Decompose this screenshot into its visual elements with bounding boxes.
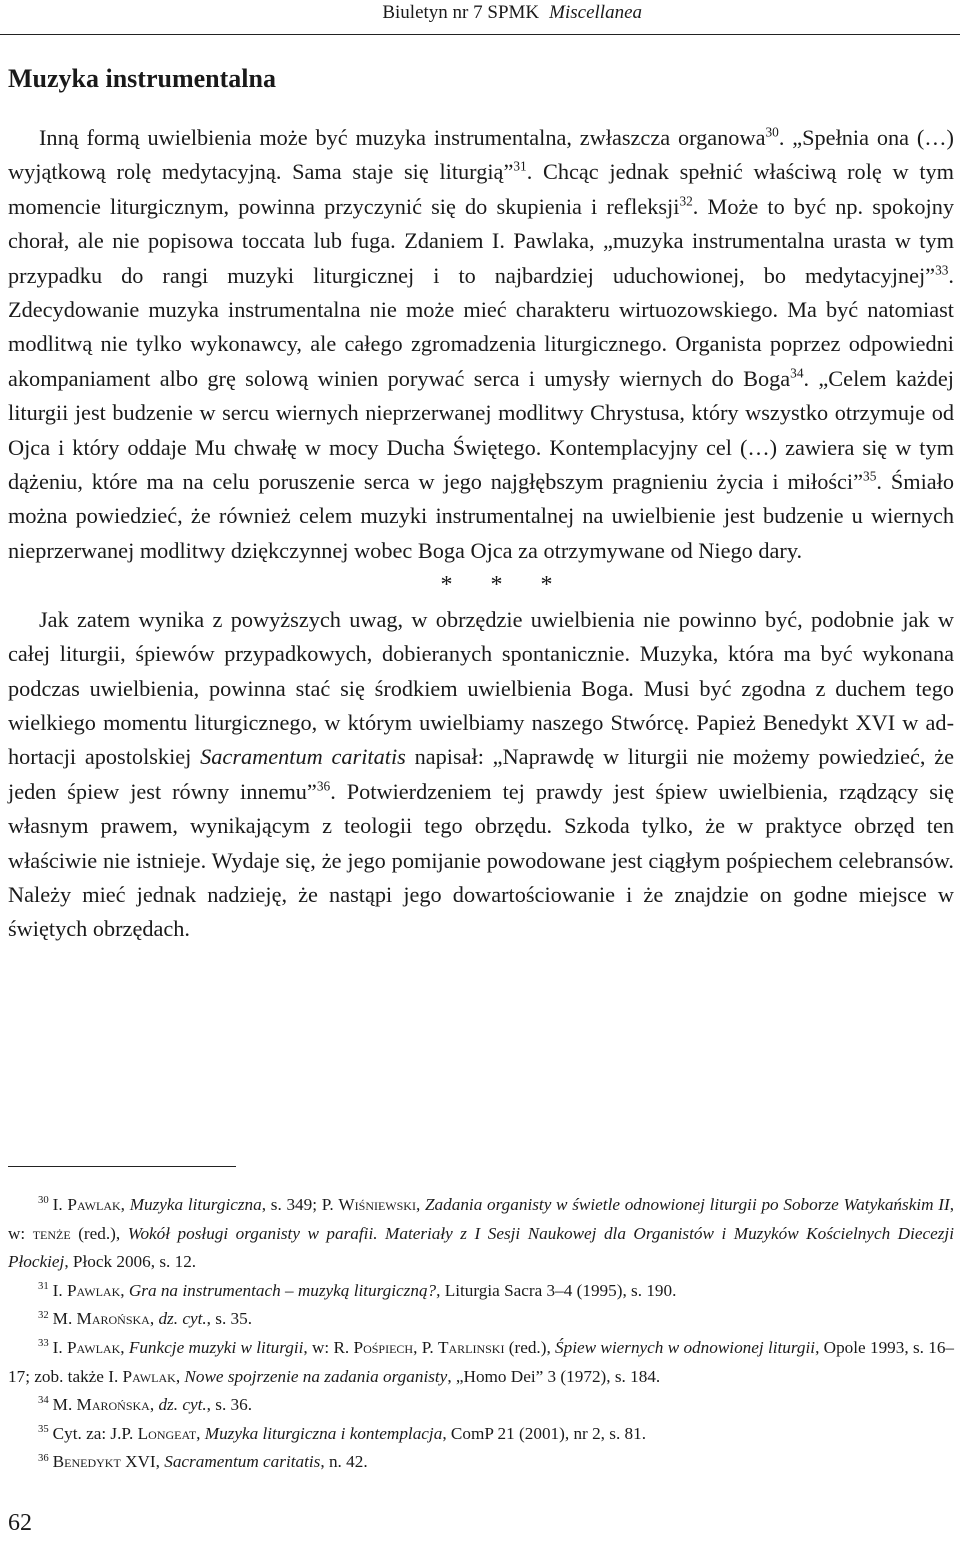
- author-name: Pawlak: [66, 1337, 121, 1357]
- section-title: Muzyka instrumentalna: [8, 64, 276, 93]
- footnote-number: 36: [38, 1452, 49, 1464]
- section-name: Miscellanea: [549, 2, 642, 23]
- footnote-italic-title: Sacramentum caritatis: [164, 1452, 321, 1472]
- footnote-33: [8, 1334, 954, 1391]
- footnote-italic-title: Muzyka liturgiczna i kontemplacja: [204, 1423, 443, 1443]
- footnote-35: [8, 1420, 954, 1449]
- footnote-text: ,: [175, 1366, 185, 1386]
- footnote-italic-title: Funkcje muzyki w liturgii: [128, 1337, 304, 1357]
- footnote-text: , w:: [8, 1195, 955, 1243]
- footnote-number: 32: [38, 1309, 49, 1321]
- footnote-text: ,: [120, 1337, 129, 1357]
- footnote-text: I.: [52, 1337, 67, 1357]
- text-run: napisał: „Naprawdę w liturgii nie możemy powiedzieć, że jeden śpiew jest równy innemu”: [8, 744, 954, 804]
- page-number: 62: [8, 1510, 32, 1536]
- footnote-36: [8, 1448, 954, 1477]
- footnote-text: , Liturgia Sacra 3–4 (1995), s. 190.: [436, 1280, 677, 1300]
- author-name: Longeat: [137, 1423, 197, 1443]
- footnote-text: , Opole 1993, s. 16–17; zob. także I.: [8, 1337, 955, 1386]
- author-name: tenże: [32, 1223, 71, 1243]
- footnote-text: ,: [149, 1395, 159, 1415]
- footnote-text: ,: [149, 1309, 159, 1329]
- footnote-text: , s. 35.: [206, 1309, 253, 1329]
- section-break-asterism: * * *: [440, 572, 569, 599]
- footnote-number: 31: [38, 1281, 49, 1293]
- footnote-text: , w: R.: [303, 1337, 354, 1357]
- footnote-text: M.: [52, 1395, 77, 1415]
- footnote-italic-title: Gra na instrumentach – muzyką liturgiczną?: [128, 1280, 437, 1300]
- text-run: . Śmiało można powiedzieć, że również celem muzyki instrumentalnej na uwielbienie jest budzenie u wiernych nieprzerwanej modlitwy dziękczynnej wobec Boga Ojca za otrzymywane od Niego dary.: [8, 469, 955, 563]
- author-name: Benedykt: [52, 1452, 121, 1472]
- footnote-text: (red.),: [70, 1223, 128, 1243]
- footnote-italic-title: Nowe spojrzenie na zadania organisty: [184, 1366, 448, 1386]
- footnote-31: [8, 1277, 954, 1306]
- text-run: . „Celem każdej liturgii jest budzenie w sercu wiernych nieprzerwanej modlitwy Chrystusa, który wszystko otrzymuje od Ojca i który oddaje Mu chwałę w mocy Ducha Świętego. Kontemplacyjny cel (…) zawiera się w tym dążeniu, które ma na celu poruszenie serca w jego najgłębszym pragnieniu życia i miłości”: [8, 365, 954, 495]
- footnote-italic-title: Zadania organisty w świetle odnowionej liturgii po Soborze Watykańskim II: [425, 1195, 950, 1214]
- footnote-text: , n. 42.: [320, 1452, 368, 1472]
- paragraph-1: [8, 121, 954, 568]
- text-run: . Może to być np. spokojny chorał, ale nie popisowa toccata lub fuga. Zdaniem I. Pawlaka, „muzyka instrumentalna urasta w tym przypadku do rangi muzyki liturgicznej i to najbardziej uduchowionej, bo medytacyjnej”: [8, 193, 954, 288]
- footnote-number: 30: [38, 1195, 49, 1207]
- author-name: Marońska: [76, 1395, 150, 1415]
- text-run: . „Spełnia ona (…) wyjątkową rolę medytacyjną. Sama staje się liturgią”: [8, 125, 954, 185]
- footnote-number: 35: [38, 1424, 49, 1436]
- footnote-text: , s. 349; P.: [261, 1195, 339, 1214]
- footnote-ref-32[interactable]: 32: [679, 193, 693, 209]
- italic-title: Sacramentum caritatis: [200, 744, 406, 770]
- footnote-text: , „Homo Dei” 3 (1972), s. 184.: [447, 1366, 661, 1386]
- footnote-text: , s. 36.: [206, 1395, 253, 1415]
- footnote-ref-35[interactable]: 35: [863, 468, 877, 484]
- footnote-32: [8, 1305, 954, 1334]
- footnote-ref-33[interactable]: 33: [935, 262, 949, 278]
- footnote-text: , Płock 2006, s. 12.: [64, 1252, 197, 1272]
- running-head-text: [382, 0, 642, 26]
- footnote-30: [8, 1191, 954, 1277]
- footnote-italic-title: dz. cyt.: [158, 1309, 207, 1329]
- text-run: . Potwierdzeniem tej prawdy jest śpiew uwielbienia, rządzący się własnym prawem, wynikającym z teologii tego obrzędu. Szkoda tylko, że w praktyce obrzęd ten właściwie nie istnieje. Wydaje się, że jego pomijanie powodowane jest ciągłym pośpiechem celebransów. Należy mieć jednak nadzieję, że nastąpi jego dowartościowanie i że znajdzie on godne miejsce w świętych obrzędach.: [8, 778, 954, 942]
- footnote-ref-30[interactable]: 30: [765, 124, 779, 140]
- footnote-separator: [8, 1166, 236, 1167]
- footnote-ref-36[interactable]: 36: [316, 778, 331, 794]
- author-name: Tarlinski: [437, 1337, 505, 1357]
- text-run: Jak zatem wynika z powyższych uwag, w obrzędzie uwielbienia nie powinno być, podobnie jak w całej liturgii, śpiewów przypadkowych, dobieranych spontanicznie. Muzyka, która ma być wykonana podczas uwielbienia, powinna stać się środkiem uwielbienia Boga. Musi być zgodna z duchem tego wielkiego momentu liturgicznego, w którym uwielbiamy naszego Stwórcę. Papież Benedykt XVI w adhortacji apostolskiej: [8, 606, 954, 770]
- footnote-italic-title: Śpiew wiernych w odnowionej liturgii: [555, 1337, 816, 1357]
- paragraph-2: [8, 603, 954, 947]
- footnote-text: M.: [52, 1309, 77, 1329]
- footnote-text: (red.),: [504, 1337, 556, 1357]
- footnote-text: , P.: [413, 1337, 438, 1357]
- author-name: Wiśniewski: [338, 1195, 416, 1214]
- running-head: [0, 0, 960, 35]
- footnote-italic-title: Wokół posługi organisty w parafii. Materiały z I Sesji Naukowej dla Organistów i Muzyków Kościelnych Diecezji Płockiej: [8, 1223, 954, 1272]
- text-run: . Zdecydowanie muzyka instrumentalna nie może mieć charakteru wirtuozowskiego. Ma być natomiast modlitwą nie tylko wykonawcy, ale całego zgromadzenia liturgicznego. Organista poprzez odpowiedni akompaniament albo grę solową winien porywać serca i umysły wiernych do Boga: [8, 262, 954, 391]
- footnote-ref-34[interactable]: 34: [790, 365, 804, 381]
- footnote-italic-title: dz. cyt.: [158, 1395, 207, 1415]
- footnote-number: 33: [38, 1338, 49, 1350]
- footnote-34: [8, 1391, 954, 1420]
- body-text: [8, 121, 954, 947]
- author-name: Pawlak: [66, 1280, 121, 1300]
- footnotes: [8, 1191, 954, 1477]
- footnote-text: ,: [120, 1280, 129, 1300]
- author-name: Marońska: [76, 1309, 150, 1329]
- footnote-text: ,: [196, 1423, 205, 1443]
- author-name: Pośpiech: [353, 1337, 414, 1357]
- text-run: Inną formą uwielbienia może być muzyka instrumentalna, zwłaszcza organowa: [39, 125, 766, 150]
- footnote-ref-31[interactable]: 31: [513, 158, 527, 174]
- footnote-text: ,: [415, 1195, 425, 1214]
- footnote-number: 34: [38, 1395, 49, 1407]
- footnote-text: , ComP 21 (2001), nr 2, s. 81.: [442, 1423, 647, 1443]
- footnote-italic-title: Muzyka liturgiczna: [129, 1195, 262, 1214]
- footnote-text: Cyt. za: J.P.: [52, 1423, 138, 1443]
- footnote-text: I.: [52, 1195, 68, 1214]
- author-name: Pawlak: [67, 1195, 121, 1214]
- author-name: Pawlak: [122, 1366, 176, 1386]
- footnote-text: I.: [52, 1280, 67, 1300]
- footnote-text: ,: [120, 1195, 130, 1214]
- text-run: . Chcąc jednak spełnić właściwą rolę w tym momencie liturgicznym, powinna przyczynić się do skupienia i refleksji: [8, 159, 955, 219]
- footnote-text: XVI,: [120, 1452, 165, 1472]
- journal-name: Biuletyn nr 7 SPMK: [382, 2, 540, 23]
